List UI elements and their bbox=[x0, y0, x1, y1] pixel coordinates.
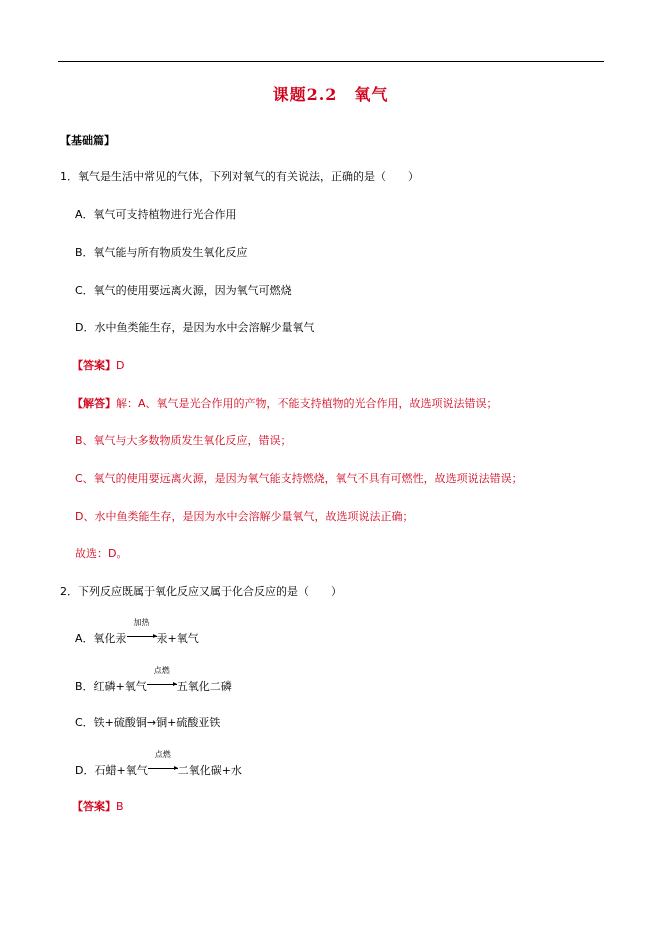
product: 五氧化二磷 bbox=[176, 680, 232, 693]
option-prefix: B． bbox=[75, 680, 94, 693]
question-2-option-a bbox=[75, 618, 199, 646]
answer-tag: 【答案】 bbox=[72, 800, 116, 813]
reactant: 石蜡+氧气 bbox=[94, 764, 148, 777]
option-prefix: A． bbox=[75, 632, 94, 645]
product: 汞+氧气 bbox=[156, 632, 199, 645]
analysis-line-4: D、水中鱼类能生存，是因为水中会溶解少量氧气，故选项说法正确； bbox=[75, 510, 414, 523]
answer-tag: 【答案】 bbox=[72, 359, 116, 372]
header-rule bbox=[58, 61, 604, 62]
arrow-line bbox=[147, 684, 177, 685]
analysis-line-3: C、氧气的使用要远离火源，是因为氧气能支持燃烧，氧气不具有可燃性，故选项说法错误； bbox=[75, 472, 523, 485]
question-2-answer bbox=[72, 800, 124, 814]
page-title: 课题2.2 氧气 bbox=[272, 85, 389, 104]
analysis-tag: 【解答】 bbox=[72, 397, 116, 410]
question-1-option-c: C．氧气的使用要远离火源，因为氧气可燃烧 bbox=[75, 284, 292, 297]
question-1-option-d: D．水中鱼类能生存，是因为水中会溶解少量氧气 bbox=[75, 321, 315, 334]
question-2-stem: 2．下列反应既属于氧化反应又属于化合反应的是（ ） bbox=[60, 585, 342, 598]
reaction-arrow bbox=[147, 666, 177, 690]
answer-value: D bbox=[116, 359, 125, 372]
option-prefix: D． bbox=[75, 764, 95, 777]
question-2-option-c: C．铁+硫酸铜→铜+硫酸亚铁 bbox=[75, 716, 221, 729]
question-1-option-a: A．氧气可支持植物进行光合作用 bbox=[75, 208, 237, 221]
question-1-stem: 1．氧气是生活中常见的气体，下列对氧气的有关说法，正确的是（ ） bbox=[60, 170, 419, 183]
question-2-option-b bbox=[75, 666, 232, 694]
reaction-condition: 加热 bbox=[133, 618, 150, 627]
question-2-option-d bbox=[75, 750, 242, 778]
arrow-line bbox=[148, 768, 178, 769]
product: 二氧化碳+水 bbox=[177, 764, 242, 777]
analysis-line-1: 解：A、氧气是光合作用的产物，不能支持植物的光合作用，故选项说法错误； bbox=[116, 397, 498, 410]
section-label: 【基础篇】 bbox=[60, 134, 115, 147]
question-1-option-b: B．氧气能与所有物质发生氧化反应 bbox=[75, 246, 248, 259]
question-1-answer bbox=[72, 359, 124, 373]
question-1-choice: 故选：D。 bbox=[75, 547, 128, 560]
question-1-analysis bbox=[72, 397, 498, 411]
reactant: 红磷+氧气 bbox=[93, 680, 147, 693]
reaction-arrow bbox=[148, 750, 178, 774]
reactant: 氧化汞 bbox=[93, 632, 127, 645]
reaction-arrow bbox=[127, 618, 157, 642]
answer-value: B bbox=[116, 800, 124, 813]
reaction-condition: 点燃 bbox=[153, 666, 170, 675]
arrow-line bbox=[127, 636, 157, 637]
reaction-condition: 点燃 bbox=[154, 750, 171, 759]
analysis-line-2: B、氧气与大多数物质发生氧化反应，错误； bbox=[75, 434, 292, 447]
